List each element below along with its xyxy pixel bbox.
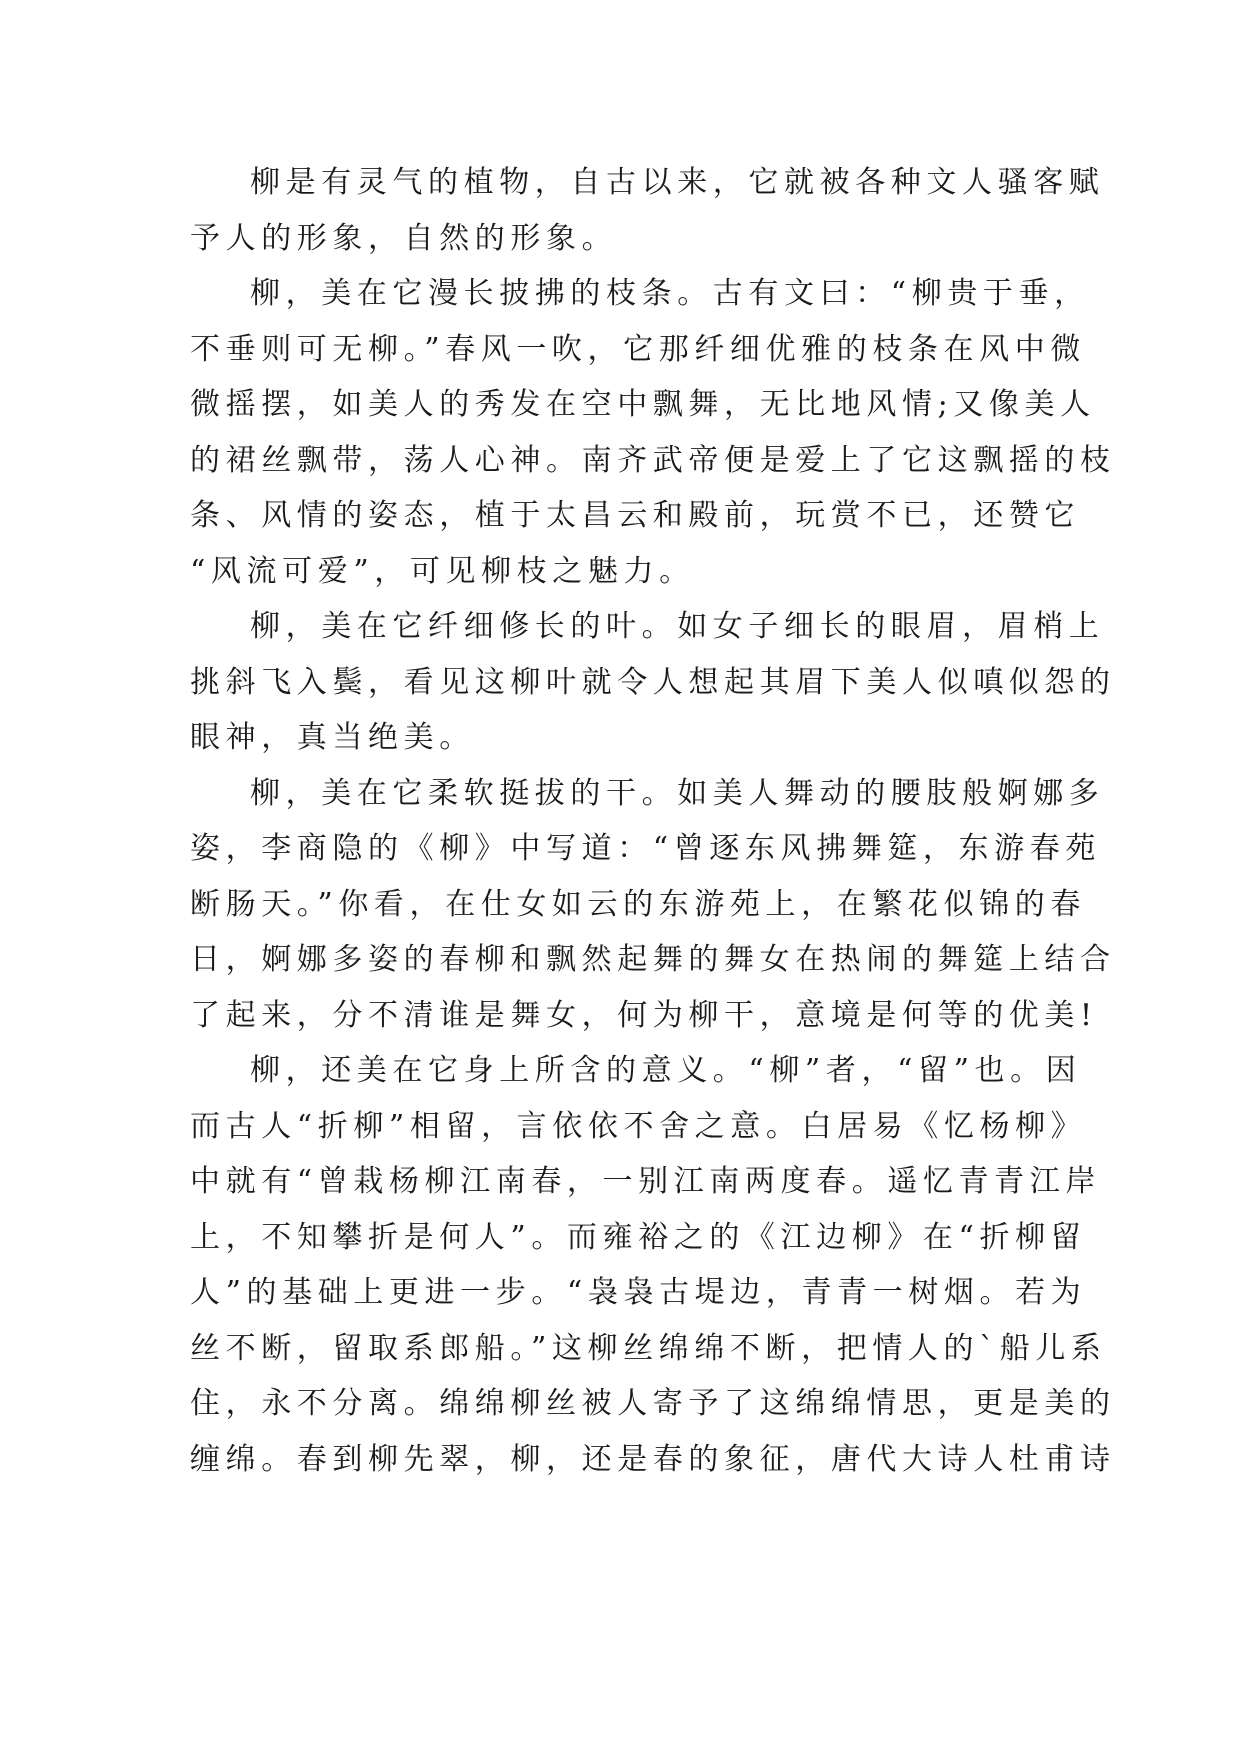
paragraph-5 bbox=[190, 1043, 1116, 1487]
text-line: 的裙丝飘带，荡人心神。南齐武帝便是爱上了它这飘摇的枝 bbox=[190, 442, 1116, 478]
text-line: 眼神，真当绝美。 bbox=[190, 720, 475, 755]
text-line: 柳，美在它纤细修长的叶。如女子细长的眼眉，眉梢上 bbox=[250, 609, 1105, 644]
text-line: 了起来，分不清谁是舞女，何为柳干，意境是何等的优美! bbox=[190, 997, 1098, 1033]
text-line: 予人的形象，自然的形象。 bbox=[190, 220, 618, 256]
paragraph-2 bbox=[190, 266, 1116, 599]
text-line: 柳，美在它漫长披拂的枝条。古有文曰：“柳贵于垂， bbox=[250, 276, 1090, 311]
text-line: 柳是有灵气的植物，自古以来，它就被各种文人骚客赋 bbox=[250, 165, 1105, 200]
text-line: 而古人“折柳”相留，言依依不舍之意。白居易《忆杨柳》 bbox=[190, 1108, 1087, 1144]
text-line: “风流可爱”，可见柳枝之魅力。 bbox=[190, 553, 695, 589]
text-line: 挑斜飞入鬓，看见这柳叶就令人想起其眉下美人似嗔似怨的 bbox=[190, 664, 1116, 700]
text-line: 柳，还美在它身上所含的意义。“柳”者，“留”也。因 bbox=[250, 1053, 1082, 1088]
text-line: 缠绵。春到柳先翠，柳，还是春的象征，唐代大诗人杜甫诗 bbox=[190, 1441, 1116, 1477]
paragraph-4 bbox=[190, 766, 1116, 1044]
text-line: 不垂则可无柳。”春风一吹，它那纤细优雅的枝条在风中微 bbox=[190, 331, 1086, 367]
paragraph-3 bbox=[190, 599, 1116, 766]
text-line: 住，永不分离。绵绵柳丝被人寄予了这绵绵情思，更是美的 bbox=[190, 1386, 1116, 1421]
text-line: 中就有“曾栽杨柳江南春，一别江南两度春。遥忆青青江岸 bbox=[190, 1164, 1101, 1199]
text-line: 日，婀娜多姿的春柳和飘然起舞的舞女在热闹的舞筵上结合 bbox=[190, 942, 1116, 977]
text-line: 断肠天。”你看，在仕女如云的东游苑上，在繁花似锦的春 bbox=[190, 886, 1086, 922]
body-text bbox=[190, 155, 1116, 1487]
text-line: 丝不断，留取系郎船。”这柳丝绵绵不断，把情人的`船儿系 bbox=[190, 1330, 1107, 1366]
text-line: 柳，美在它柔软挺拔的干。如美人舞动的腰肢般婀娜多 bbox=[250, 775, 1105, 811]
text-line: 条、风情的姿态，植于太昌云和殿前，玩赏不已，还赞它 bbox=[190, 498, 1080, 533]
text-line: 微摇摆，如美人的秀发在空中飘舞，无比地风情;又像美人 bbox=[190, 387, 1096, 422]
text-line: 姿，李商隐的《柳》中写道：“曾逐东风拂舞筵，东游春苑 bbox=[190, 831, 1101, 866]
paragraph-1 bbox=[190, 155, 1105, 266]
text-line: 上，不知攀折是何人”。而雍裕之的《江边柳》在“折柳留 bbox=[190, 1219, 1087, 1255]
text-line: 人”的基础上更进一步。“袅袅古堤边，青青一树烟。若为 bbox=[190, 1275, 1087, 1310]
